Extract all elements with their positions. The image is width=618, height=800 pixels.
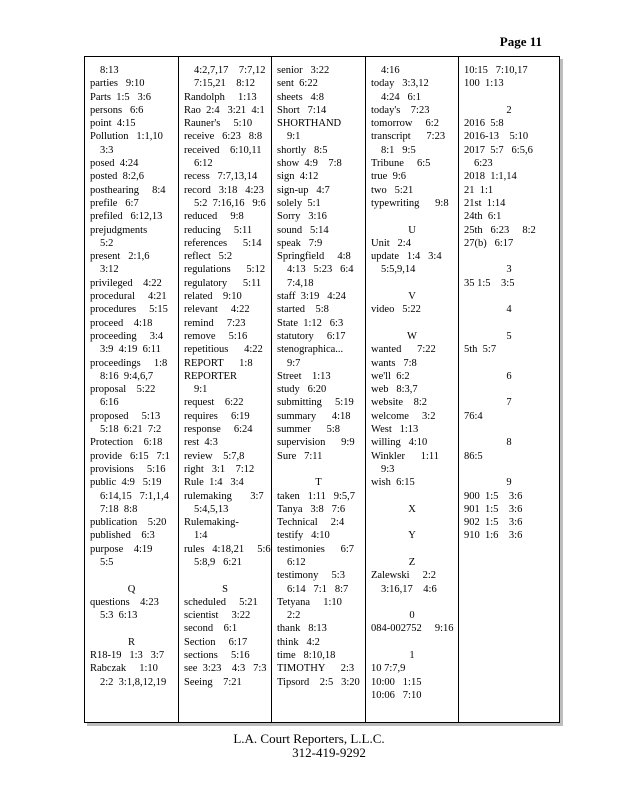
index-entry: request 6:22: [184, 397, 244, 409]
index-entry: willing 4:10: [371, 437, 428, 449]
index-entry: see 3:23 4:3 7:3: [184, 663, 267, 675]
index-entry: 2016 5:8: [464, 118, 504, 130]
index-entry-continuation: 8:16 9:4,6,7: [100, 370, 154, 382]
index-entry: posed 4:24: [90, 158, 139, 170]
index-entry: posthearing 8:4: [90, 184, 166, 196]
index-entry-continuation: 2:2: [287, 610, 301, 622]
index-entry: 2018 1:1,14: [464, 171, 517, 183]
index-entry: provisions 5:16: [90, 463, 166, 475]
index-entry: Zalewski 2:2: [371, 570, 437, 582]
index-entry: reflect 5:2: [184, 251, 233, 263]
index-entry-continuation: 9:1: [287, 131, 301, 143]
index-entry: shortly 8:5: [277, 144, 328, 156]
index-entry: Unit 2:4: [371, 237, 411, 249]
index-entry: Springfield 4:8: [277, 251, 351, 263]
index-column-2: [178, 57, 271, 722]
index-entry: 10 7:7,9: [371, 663, 406, 675]
index-entry: proceedings 1:8: [90, 357, 168, 369]
index-entry: 901 1:5 3:6: [464, 503, 523, 515]
index-entry: 900 1:5 3:6: [464, 490, 523, 502]
index-entry: sections 5:16: [184, 650, 250, 662]
index-entry: we'll 6:2: [371, 370, 410, 382]
index-entry: taken 1:11 9:5,7: [277, 490, 356, 502]
index-entry: typewriting 9:8: [371, 197, 449, 209]
index-entry-continuation: 8:13: [100, 65, 119, 76]
index-entry: rulemaking 3:7: [184, 490, 264, 502]
index-entry: Pollution 1:1,10: [90, 131, 163, 143]
index-entry: Rauner's 5:10: [184, 118, 253, 130]
index-entry: 35 1:5 3:5: [464, 277, 515, 289]
index-entry-continuation: 3:16,17 4:6: [381, 583, 437, 595]
index-entry: supervision 9:9: [277, 437, 355, 449]
index-entry: West 1:13: [371, 424, 419, 436]
index-entry-continuation: 6:23: [474, 158, 493, 170]
index-entry: wanted 7:22: [371, 344, 436, 356]
index-entry: rules 4:18,21 5:6: [184, 543, 271, 555]
index-spacer: [371, 317, 453, 330]
index-entry: provide 6:15 7:1: [90, 450, 170, 462]
index-entry-continuation: 5:3 6:13: [100, 610, 138, 622]
index-entry-continuation: 6:14 7:1 8:7: [287, 583, 349, 595]
index-entry: REPORTER: [184, 370, 238, 382]
index-entry: Section 6:17: [184, 636, 248, 648]
index-entry: sent 6:22: [277, 78, 318, 90]
index-entry: update 1:4 3:4: [371, 251, 442, 263]
index-entry: prefile 6:7: [90, 197, 139, 209]
index-entry: web 8:3,7: [371, 384, 418, 396]
index-entry: 86:5: [464, 450, 483, 462]
index-entry: speak 7:9: [277, 237, 323, 249]
index-letter-heading: Y: [408, 530, 416, 542]
index-entry-continuation: 5:18 6:21 7:2: [100, 424, 162, 436]
index-entry: Short 7:14: [277, 104, 327, 116]
index-entry: public 4:9 5:19: [90, 477, 162, 489]
index-entry: Technical 2:4: [277, 517, 345, 529]
index-entry: Tipsord 2:5 3:20: [277, 676, 360, 688]
index-entry: 10:00 1:15: [371, 676, 422, 688]
index-entry: present 2:1,6: [90, 251, 150, 263]
index-entry: 25th 6:23 8:2: [464, 224, 536, 236]
index-entry: 76:4: [464, 410, 483, 422]
index-entry: two 5:21: [371, 184, 414, 196]
index-entry: recess 7:7,13,14: [184, 171, 258, 183]
index-entry: time 8:10,18: [277, 650, 336, 662]
index-entry: summer 5:8: [277, 424, 340, 436]
index-entry: requires 6:19: [184, 410, 250, 422]
index-entry: Rule 1:4 3:4: [184, 477, 244, 489]
index-letter-heading: R: [127, 636, 135, 648]
index-entry-continuation: 6:12: [194, 158, 213, 170]
index-letter-heading: W: [407, 330, 417, 342]
index-spacer: [464, 423, 554, 436]
index-spacer: [90, 569, 173, 582]
index-entry: parties 9:10: [90, 78, 145, 90]
index-letter-heading: 2: [506, 104, 512, 116]
index-spacer: [464, 463, 554, 476]
index-spacer: [371, 543, 453, 556]
index-entry: received 6:10,11: [184, 144, 262, 156]
index-entry: website 8:2: [371, 397, 427, 409]
index-entry: video 5:22: [371, 304, 421, 316]
index-entry: true 9:6: [371, 171, 406, 183]
index-entry: proceeding 3:4: [90, 330, 164, 342]
index-entry-continuation: 5:5,9,14: [381, 264, 416, 276]
index-entry: proceed 4:18: [90, 317, 153, 329]
index-letter-heading: 7: [506, 397, 512, 409]
index-entry-continuation: 5:4,5,13: [194, 503, 229, 515]
index-entry-continuation: 5:2: [100, 237, 114, 249]
index-entry: testify 4:10: [277, 530, 330, 542]
index-entry: 910 1:6 3:6: [464, 530, 523, 542]
index-spacer: [464, 357, 554, 370]
index-entry-continuation: 7:15,21 8:12: [194, 78, 255, 90]
index-entry: Rabczak 1:10: [90, 663, 158, 675]
index-letter-heading: 4: [506, 304, 512, 316]
index-spacer: [464, 383, 554, 396]
index-entry: prejudgments: [90, 224, 148, 236]
index-letter-heading: T: [315, 477, 322, 489]
index-entry: 27(b) 6:17: [464, 237, 514, 249]
index-entry-continuation: 7:18 8:8: [100, 503, 138, 515]
index-entry: statutory 6:17: [277, 330, 346, 342]
index-entry: SHORTHAND: [277, 118, 342, 130]
index-entry: 10:06 7:10: [371, 689, 422, 701]
index-entry-continuation: 3:12: [100, 264, 119, 276]
index-entry: Tribune 6:5: [371, 158, 431, 170]
index-entry: published 6:3: [90, 530, 155, 542]
index-entry: privileged 4:22: [90, 277, 162, 289]
index-entry: purpose 4:19: [90, 543, 153, 555]
index-entry: 902 1:5 3:6: [464, 517, 523, 529]
index-spacer: [371, 516, 453, 529]
index-spacer: [464, 91, 554, 104]
index-entry: sign-up 4:7: [277, 184, 330, 196]
index-entry: solely 5:1: [277, 197, 321, 209]
index-entry: procedures 5:15: [90, 304, 168, 316]
index-entry: record 3:18 4:23: [184, 184, 264, 196]
index-entry-continuation: 4:16: [381, 65, 400, 76]
index-entry: receive 6:23 8:8: [184, 131, 263, 143]
index-entry: State 1:12 6:3: [277, 317, 344, 329]
index-entry-continuation: 9:3: [381, 463, 395, 475]
index-entry-continuation: 6:12: [287, 556, 306, 568]
index-entry-continuation: 1:4: [194, 530, 208, 542]
index-entry-continuation: 4:13 5:23 6:4: [287, 264, 354, 276]
index-column-3: [271, 57, 365, 722]
index-letter-heading: 8: [506, 437, 512, 449]
index-spacer: [464, 290, 554, 303]
index-letter-heading: V: [408, 291, 416, 303]
index-letter-heading: 0: [409, 610, 415, 622]
index-entry: 5th 5:7: [464, 344, 497, 356]
index-spacer: [184, 569, 266, 582]
index-entry: regulatory 5:11: [184, 277, 262, 289]
index-entry: wants 7:8: [371, 357, 417, 369]
index-entry: Rulemaking-: [184, 517, 239, 529]
index-entry: wish 6:15: [371, 477, 415, 489]
index-entry: sign 4:12: [277, 171, 319, 183]
index-spacer: [371, 277, 453, 290]
index-entry: Parts 1:5 3:6: [90, 91, 151, 103]
index-entry-continuation: 9:1: [194, 384, 208, 396]
index-entry: staff 3:19 4:24: [277, 291, 346, 303]
index-column-4: [365, 57, 458, 722]
index-entry: relevant 4:22: [184, 304, 250, 316]
index-entry: review 5:7,8: [184, 450, 245, 462]
index-entry: TIMOTHY 2:3: [277, 663, 355, 675]
index-entry: Seeing 7:21: [184, 676, 242, 688]
index-entry: thank 8:13: [277, 623, 327, 635]
index-letter-heading: 3: [506, 264, 512, 276]
index-entry: 24th 6:1: [464, 211, 502, 223]
index-letter-heading: 1: [409, 650, 415, 662]
index-entry: proposal 5:22: [90, 384, 156, 396]
index-entry: senior 3:22: [277, 65, 330, 76]
index-entry: persons 6:6: [90, 104, 144, 116]
index-spacer: [371, 490, 453, 503]
index-entry-continuation: 5:8,9 6:21: [194, 556, 242, 568]
index-entry: prefiled 6:12,13: [90, 211, 163, 223]
index-column-1: [85, 57, 178, 722]
index-entry: REPORT 1:8: [184, 357, 253, 369]
index-entry: Tanya 3:8 7:6: [277, 503, 346, 515]
index-entry: scheduled 5:21: [184, 596, 258, 608]
index-entry: summary 4:18: [277, 410, 351, 422]
index-entry: submitting 5:19: [277, 397, 354, 409]
index-spacer: [464, 317, 554, 330]
index-entry: 10:15 7:10,17: [464, 65, 528, 76]
index-letter-heading: Z: [408, 556, 416, 568]
index-letter-heading: 9: [506, 477, 512, 489]
index-entry: testimonies 6:7: [277, 543, 354, 555]
index-entry: R18-19 1:3 3:7: [90, 650, 165, 662]
index-spacer: [371, 210, 453, 223]
index-entry: Street 1:13: [277, 370, 331, 382]
index-letter-heading: 6: [506, 370, 512, 382]
index-entry: publication 5:20: [90, 517, 167, 529]
footer-phone: 312-419-9292: [292, 745, 366, 760]
index-entry: 100 1:13: [464, 78, 504, 90]
index-entry: reducing 5:11: [184, 224, 253, 236]
index-spacer: [90, 622, 173, 635]
index-letter-heading: U: [408, 224, 416, 236]
index-entry: think 4:2: [277, 636, 320, 648]
index-spacer: [277, 463, 360, 476]
index-entry: Tetyana 1:10: [277, 596, 342, 608]
index-entry: transcript 7:23: [371, 131, 446, 143]
index-letter-heading: Q: [127, 583, 136, 595]
index-entry-continuation: 8:1 9:5: [381, 144, 416, 156]
index-entry-continuation: 7:4,18: [287, 277, 314, 289]
index-entry: remove 5:16: [184, 330, 248, 342]
index-entry: second 6:1: [184, 623, 238, 635]
index-entry: sheets 4:8: [277, 91, 324, 103]
footer-company: L.A. Court Reporters, L.L.C.: [233, 731, 385, 746]
index-entry: Sure 7:11: [277, 450, 323, 462]
index-entry: related 9:10: [184, 291, 242, 303]
page-number: Page 11: [499, 34, 542, 49]
index-entry: Sorry 3:16: [277, 211, 327, 223]
index-entry: references 5:14: [184, 237, 262, 249]
index-entry: Randolph 1:13: [184, 91, 257, 103]
index-entry: procedural 4:21: [90, 291, 167, 303]
index-entry: sound 5:14: [277, 224, 329, 236]
index-entry: today 3:3,12: [371, 78, 429, 90]
index-entry: 2016-13 5:10: [464, 131, 529, 143]
index-entry: 2017 5:7 6:5,6: [464, 144, 533, 156]
index-entry: right 3:1 7:12: [184, 463, 255, 475]
index-entry: 21st 1:14: [464, 197, 506, 209]
index-entry: posted 8:2,6: [90, 171, 144, 183]
index-entry: welcome 3:2: [371, 410, 436, 422]
index-entry: proposed 5:13: [90, 410, 161, 422]
index-entry: testimony 5:3: [277, 570, 345, 582]
index-entry-continuation: 5:2 7:16,16 9:6: [194, 197, 266, 209]
index-entry: study 6:20: [277, 384, 327, 396]
index-entry: 084-002752 9:16: [371, 623, 454, 635]
index-entry: Winkler 1:11: [371, 450, 440, 462]
footer: [0, 732, 618, 760]
index-entry: today's 7:23: [371, 104, 430, 116]
index-entry: tomorrow 6:2: [371, 118, 439, 130]
index-entry-continuation: 6:14,15 7:1,1,4: [100, 490, 169, 502]
index-entry: rest 4:3: [184, 437, 218, 449]
index-entry: stenographica...: [277, 344, 344, 356]
index-column-5: [458, 57, 559, 722]
index-spacer: [371, 596, 453, 609]
index-entry: 21 1:1: [464, 184, 494, 196]
index-entry: regulations 5:12: [184, 264, 266, 276]
index-entry: started 5:8: [277, 304, 329, 316]
index-entry-continuation: 5:5: [100, 556, 114, 568]
index-entry: questions 4:23: [90, 596, 159, 608]
index-entry: repetitious 4:22: [184, 344, 263, 356]
index-entry: Protection 6:18: [90, 437, 163, 449]
index-entry: point 4:15: [90, 118, 136, 130]
index-frame: [84, 56, 560, 723]
index-letter-heading: 5: [506, 330, 512, 342]
index-entry: response 6:24: [184, 424, 253, 436]
index-entry-continuation: 6:16: [100, 397, 119, 409]
index-entry: show 4:9 7:8: [277, 158, 342, 170]
index-entry-continuation: 3:3: [100, 144, 114, 156]
index-letter-heading: S: [222, 583, 228, 595]
index-spacer: [464, 250, 554, 263]
index-entry-continuation: 9:7: [287, 357, 301, 369]
index-entry: reduced 9:8: [184, 211, 244, 223]
index-entry-continuation: 3:9 4:19 6:11: [100, 344, 161, 356]
index-letter-heading: X: [408, 503, 416, 515]
index-entry: Rao 2:4 3:21 4:1: [184, 104, 265, 116]
index-entry-continuation: 4:2,7,17 7:7,12: [194, 65, 266, 76]
index-entry: scientist 3:22: [184, 610, 251, 622]
index-entry-continuation: 4:24 6:1: [381, 91, 421, 103]
index-spacer: [371, 636, 453, 649]
index-entry-continuation: 2:2 3:1,8,12,19: [100, 676, 167, 688]
index-entry: remind 7:23: [184, 317, 246, 329]
